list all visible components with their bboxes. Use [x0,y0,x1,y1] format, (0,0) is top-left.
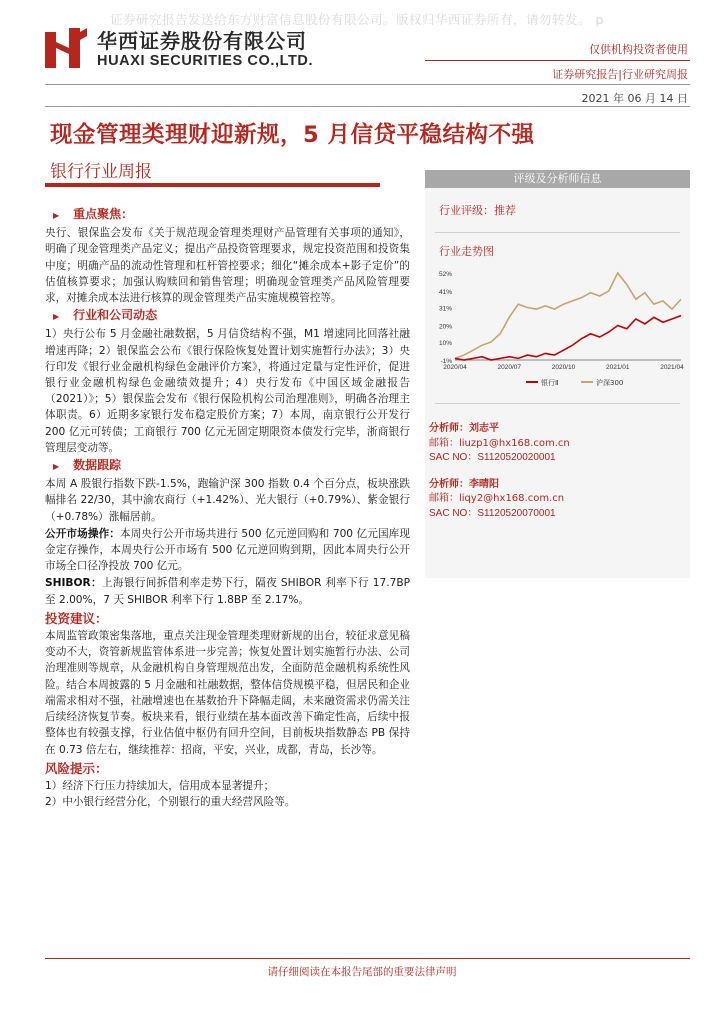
huaxi-logo-icon [45,28,87,68]
y-tick-label: 20% [438,323,452,331]
data-text: 本周 A 股银行指数下跌-1.5%，跑输沪深 300 指数 0.4 个百分点，板块涨跌幅排名 22/30，其中渝农商行（+1.42%）、光大银行（+0.79%）、紫金银行（+0.78%）涨幅居前。 [45,478,410,523]
analyst-name: 李晴阳 [469,478,499,490]
y-tick-label: -1% [440,358,452,365]
header-divider [45,106,690,107]
y-tick-label: 52% [438,271,452,278]
analyst-card [429,478,690,522]
trend-chart-title: 行业走势图 [439,245,494,258]
risk-item: 1）经济下行压力持续加大，信用成本显著提升； [45,779,275,792]
industry-rating: 行业评级：推荐 [439,204,516,217]
report-title: 现金管理类理财迎新规，5 月信贷平稳结构不强 [50,122,535,148]
report-type: 证券研究报告|行业研究周报 [552,68,688,81]
x-tick-label: 2021/01 [605,364,630,371]
audience-note: 仅供机构投资者使用 [589,43,688,56]
panel-heading: 评级及分析师信息 [425,170,690,188]
y-tick-label: 41% [438,289,452,297]
x-tick-label: 2020/07 [497,364,521,371]
advice-text: 本周监管政策密集落地，重点关注现金管理类理财新规的出台，较征求意见稿变动不大，资管新规监管体系进一步完善；恢复处置计划实施暂行办法、公司治理准则等规章，从金融机构自身管理规范出发，全面防范金融机构系统性风险。结合本周披露的 5 月金融和社融数据，整体信贷规模平稳，但居民和企业端需求相对不强，社融增速也在基数抬升下降幅走阔，未来融资需求仍需关注后续经济恢复节奏。板块来看，银行业绩在基本面改善下确定性高，后续中报整体也有较强支撑，行业估值中枢仍有回升空间，目前板块指数静态 PB 保持在 0.73 倍左右，继续推荐：招商，平安，兴业，成都，青岛，长沙等。 [45,630,410,756]
section-heading-risk: 风险提示： [45,760,108,776]
legal-notice: 请仔细阅读在本报告尾部的重要法律声明 [267,966,457,978]
analyst-email: 邮箱：liqy2@hx168.com.cn [429,493,565,504]
report-date: 2021 年 06 月 14 日 [581,92,688,105]
header-divider [425,60,690,61]
analyst-sac: SAC NO：S1120520020001 [429,452,556,463]
shibor-paragraph [45,575,410,607]
panel-body [425,188,690,578]
triangle-bullet-icon: ▶ [53,211,60,220]
company-name-en: HUAXI SECURITIES CO.,LTD. [97,53,314,69]
panel-divider [435,403,680,404]
legend-label: 沪深300 [596,379,624,387]
section-heading-focus: ▶ 重点聚焦： [53,207,134,221]
open-market-label: 公开市场操作： [45,527,120,540]
footer-divider [45,958,690,959]
risk-item: 2）中小银行经营分化，个别银行的重大经营风险等。 [45,796,296,809]
y-tick-label: 10% [438,339,452,347]
analyst-sac: SAC NO：S1120520070001 [429,507,556,519]
analyst-name-row: 分析师：李晴阳 [429,478,499,490]
company-name-cn: 华西证券股份有限公司 [97,29,307,53]
report-subtitle: 银行行业周报 [50,162,152,182]
x-tick-label: 2021/04 [660,364,684,371]
analyst-name-row: 分析师：刘志平 [429,423,499,434]
triangle-bullet-icon: ▶ [53,462,60,472]
analyst-card [429,422,690,466]
shibor-text: 上海银行间拆借利率走势下行，隔夜 SHIBOR 利率下行 17.7BP 至 2.00%，7 天 SHIBOR 利率下行 1.8BP 至 2.17%。 [45,577,410,606]
analyst-email: 邮箱：liuzp1@hx168.com.cn [429,437,570,449]
trend-chart [431,265,686,395]
watermark-text: 证券研究报告发送给东方财富信息股份有限公司。版权归华西证券所有，请勿转发。 p [110,12,604,27]
series-line [455,316,681,360]
y-tick-label: 31% [438,305,452,313]
industry-text: 1）央行公布 5 月金融社融数据，5 月信贷结构不强，M1 增速同比回落社融增速再降；2）银保监会公布《银行保险恢复处置计划实施暂行办法》；3）央行印发《银行业金融机构绿色金融评价方案》，将通过定量与定性评价，促进银行业金融机构绿色金融绩效提升；4）央行发布《中国区域金融报告（2021）》；5）银保监会发布《银行保险机构公司治理准则》，明确各治理主体职责。6）近期多家银行发布稳定股价方案；7）本周，南京银行公开发行 200 亿元可转债；工商银行 700 亿元无固定期限资本债发行完毕，浙商银行管理层变动等。 [45,328,410,454]
section-heading-data: ▶ 数据跟踪 [53,458,122,473]
analyst-panel [425,170,690,578]
legend-label: 银行Ⅱ [541,379,559,387]
section-heading-industry: ▶ 行业和公司动态 [53,308,158,323]
shibor-label: SHIBOR： [45,577,102,590]
header-divider [45,84,690,85]
open-market-paragraph [45,526,410,575]
x-tick-label: 2020/10 [551,364,576,371]
triangle-bullet-icon: ▶ [53,312,60,322]
main-content [45,205,410,810]
series-line [455,273,681,358]
focus-text: 央行、银保监会发布《关于规范现金管理类理财产品管理有关事项的通知》，明确了现金管理类产品定义；提出产品投资管理要求，规定投资范围和投资集中度；明确产品的流动性管理和杠杆管控要求；细化“摊余成本+影子定价”的估值核算要求；加强认购赎回和销售管理；明确现金管理类产品风险管理要求，对摊余成本法进行核算的现金管理类产品实施规模管控等。 [45,227,410,305]
subtitle-underline [45,183,380,187]
section-heading-advice: 投资建议： [45,610,108,626]
open-market-text: 本周央行公开市场共进行 500 亿元逆回购和 700 亿元国库现金定存操作，本周央行公开市场有 500 亿元逆回购到期，因此本周央行公开市场全口径净投放 700 亿元。 [45,527,410,573]
analyst-name: 刘志平 [469,423,499,434]
x-tick-label: 2020/04 [443,364,467,371]
